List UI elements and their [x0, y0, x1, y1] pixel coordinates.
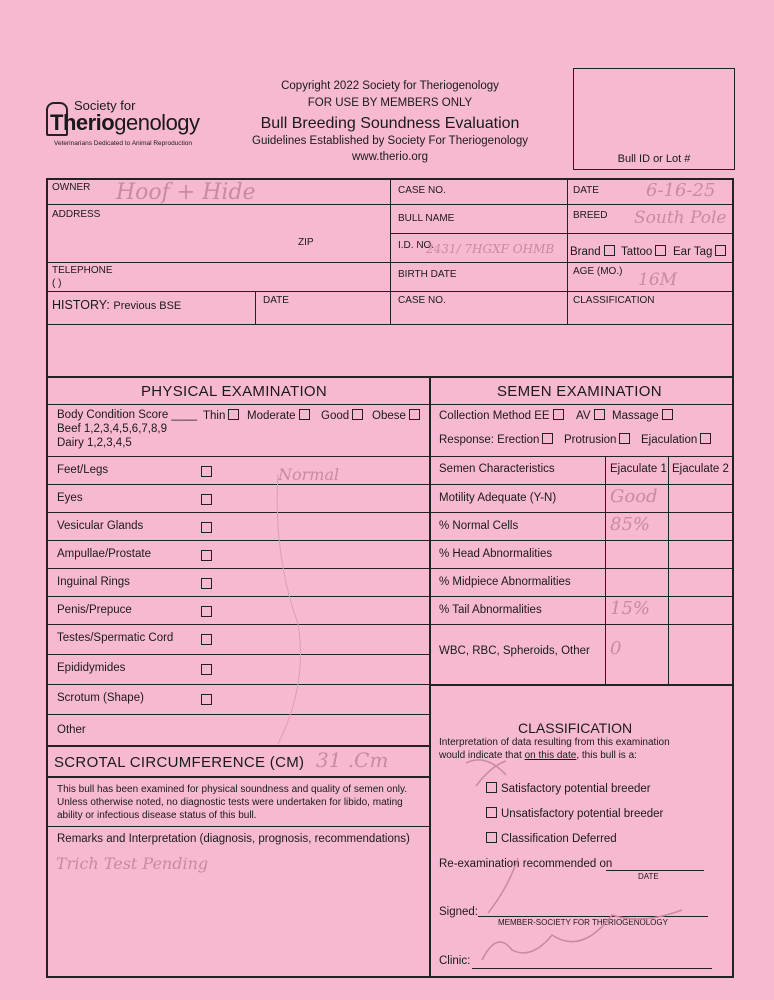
- guidelines-text: Guidelines Established by Society For Theriogenology: [252, 135, 528, 147]
- bse-form: [46, 178, 734, 978]
- classification-heading: CLASSIFICATION: [518, 720, 633, 736]
- other-label: Other: [57, 724, 86, 736]
- physical-row-label: Testes/Spermatic Cord: [57, 632, 174, 644]
- semen-row-ejaculate-1-value[interactable]: Good: [610, 486, 658, 507]
- response-erection-checkbox[interactable]: Response: Erection: [439, 433, 553, 446]
- breed-label: BREED: [573, 210, 608, 221]
- semen-characteristics-header: Semen Characteristics: [439, 463, 555, 475]
- physical-row-label: Epididymides: [57, 662, 126, 674]
- history-label: HISTORY: Previous BSE: [52, 298, 182, 312]
- telephone-paren: ( ): [52, 278, 62, 289]
- moderate-checkbox[interactable]: Moderate: [247, 409, 310, 422]
- unsatisfactory-checkbox[interactable]: Unsatisfactory potential breeder: [486, 807, 663, 820]
- page-title: Bull Breeding Soundness Evaluation: [260, 115, 520, 132]
- response-protrusion-checkbox[interactable]: Protrusion: [564, 433, 630, 446]
- semen-row-label: % Tail Abnormalities: [439, 604, 542, 616]
- semen-row-label: WBC, RBC, Spheroids, Other: [439, 645, 590, 657]
- telephone-label: TELEPHONE: [52, 265, 113, 276]
- date-label: DATE: [573, 185, 599, 196]
- semen-exam-heading: SEMEN EXAMINATION: [497, 383, 662, 400]
- classification-intro-1: Interpretation of data resulting from this examination: [439, 737, 670, 748]
- owner-value[interactable]: Hoof + Hide: [116, 180, 256, 205]
- collection-av-checkbox[interactable]: AV: [576, 409, 605, 422]
- breed-value[interactable]: South Pole: [634, 208, 727, 228]
- satisfactory-checkbox[interactable]: Satisfactory potential breeder: [486, 782, 651, 795]
- good-checkbox[interactable]: Good: [321, 409, 363, 422]
- physical-row-label: Feet/Legs: [57, 464, 109, 476]
- semen-row-ejaculate-1-value[interactable]: 0: [610, 638, 622, 659]
- bull-id-box[interactable]: [573, 68, 735, 170]
- website-text: www.therio.org: [351, 151, 429, 163]
- copyright-text: Copyright 2022 Society for Theriogenology: [281, 80, 499, 92]
- handwriting-overlay: [46, 178, 734, 978]
- physical-row-label: Ampullae/Prostate: [57, 548, 151, 560]
- age-value[interactable]: 16M: [638, 270, 678, 290]
- ejaculate-2-header: Ejaculate 2: [672, 463, 729, 475]
- semen-row-label: % Normal Cells: [439, 520, 519, 532]
- examination-statement: This bull has been examined for physical soundness and quality of semen only. Unless otherwise noted, no diagnostic tests were undertaken for libido, mating ability or infectious disease status of this bull.: [57, 784, 408, 821]
- response-ejaculation-checkbox[interactable]: Ejaculation: [641, 433, 711, 446]
- deferred-checkbox[interactable]: Classification Deferred: [486, 832, 617, 845]
- zip-label: ZIP: [298, 237, 314, 248]
- ear-tag-checkbox[interactable]: Ear Tag: [673, 245, 726, 258]
- age-label: AGE (MO.): [573, 266, 623, 277]
- bull-id-label: Bull ID or Lot #: [617, 153, 691, 165]
- clinic-label: Clinic:: [439, 955, 471, 967]
- dairy-scale: Dairy 1,2,3,4,5: [57, 437, 132, 449]
- collection-ee-checkbox[interactable]: Collection Method EE: [439, 409, 564, 422]
- logo-name: Theriogenology: [50, 110, 200, 135]
- physical-row-label: Penis/Prepuce: [57, 604, 132, 616]
- semen-row-ejaculate-1-value[interactable]: 85%: [610, 514, 651, 535]
- history-case-label: CASE NO.: [398, 295, 446, 306]
- members-only-text: FOR USE BY MEMBERS ONLY: [307, 97, 473, 109]
- semen-row-label: % Midpiece Abnormalities: [439, 576, 571, 588]
- ejaculate-1-header: Ejaculate 1: [610, 463, 667, 475]
- case-no-label: CASE NO.: [398, 185, 446, 196]
- classification-intro-2: would indicate that on this date, this bull is a:: [439, 750, 637, 761]
- birth-date-label: BIRTH DATE: [398, 269, 457, 280]
- logo-tagline: Veterinarians Dedicated to Animal Reproduction: [54, 140, 193, 147]
- remarks-value[interactable]: Trich Test Pending: [56, 854, 209, 873]
- physical-row-label: Inguinal Rings: [57, 576, 130, 588]
- signed-label: Signed:: [439, 906, 479, 918]
- physical-row-label: Vesicular Glands: [57, 520, 144, 532]
- physical-exam-heading: PHYSICAL EXAMINATION: [141, 383, 328, 400]
- history-classification-label: CLASSIFICATION: [573, 295, 655, 306]
- date-value[interactable]: 6-16-25: [646, 180, 716, 201]
- brand-checkbox[interactable]: Brand: [570, 245, 615, 258]
- semen-row-ejaculate-1-value[interactable]: 15%: [610, 598, 651, 619]
- scrotal-circumference-value[interactable]: 31 .Cm: [316, 748, 389, 772]
- physical-row-label: Scrotum (Shape): [57, 692, 144, 704]
- bull-name-label: BULL NAME: [398, 213, 455, 224]
- signature-stroke: [488, 858, 518, 913]
- obese-checkbox[interactable]: Obese: [372, 409, 420, 422]
- physical-normal-note[interactable]: Normal: [278, 465, 340, 484]
- id-no-label: I.D. NO.: [398, 240, 435, 251]
- tattoo-checkbox[interactable]: Tattoo: [621, 245, 666, 258]
- address-label: ADDRESS: [52, 209, 101, 220]
- physical-row-label: Eyes: [57, 492, 83, 504]
- id-value[interactable]: 2431/ 7HGXF OHMB: [426, 242, 555, 256]
- reexam-label: Re-examination recommended on: [439, 858, 613, 870]
- clinic-signature-stroke: [482, 910, 682, 960]
- scrotal-circumference-label: SCROTAL CIRCUMFERENCE (CM): [54, 754, 305, 771]
- reexam-date-label: DATE: [638, 872, 659, 881]
- history-date-label: DATE: [263, 295, 289, 306]
- bcs-label: Body Condition Score ____: [57, 409, 198, 421]
- logo-society-for: Society for: [74, 98, 136, 113]
- owner-label: OWNER: [52, 182, 91, 193]
- member-label: MEMBER-SOCIETY FOR THERIOGENOLOGY: [498, 918, 668, 927]
- semen-row-label: Motility Adequate (Y-N): [439, 492, 557, 504]
- collection-massage-checkbox[interactable]: Massage: [612, 409, 673, 422]
- normal-line-stroke: [277, 474, 300, 744]
- semen-row-label: % Head Abnormalities: [439, 548, 553, 560]
- satisfactory-check-mark: [466, 760, 506, 786]
- beef-scale: Beef 1,2,3,4,5,6,7,8,9: [57, 423, 167, 435]
- thin-checkbox[interactable]: Thin: [203, 409, 239, 422]
- remarks-label: Remarks and Interpretation (diagnosis, prognosis, recommendations): [57, 833, 410, 845]
